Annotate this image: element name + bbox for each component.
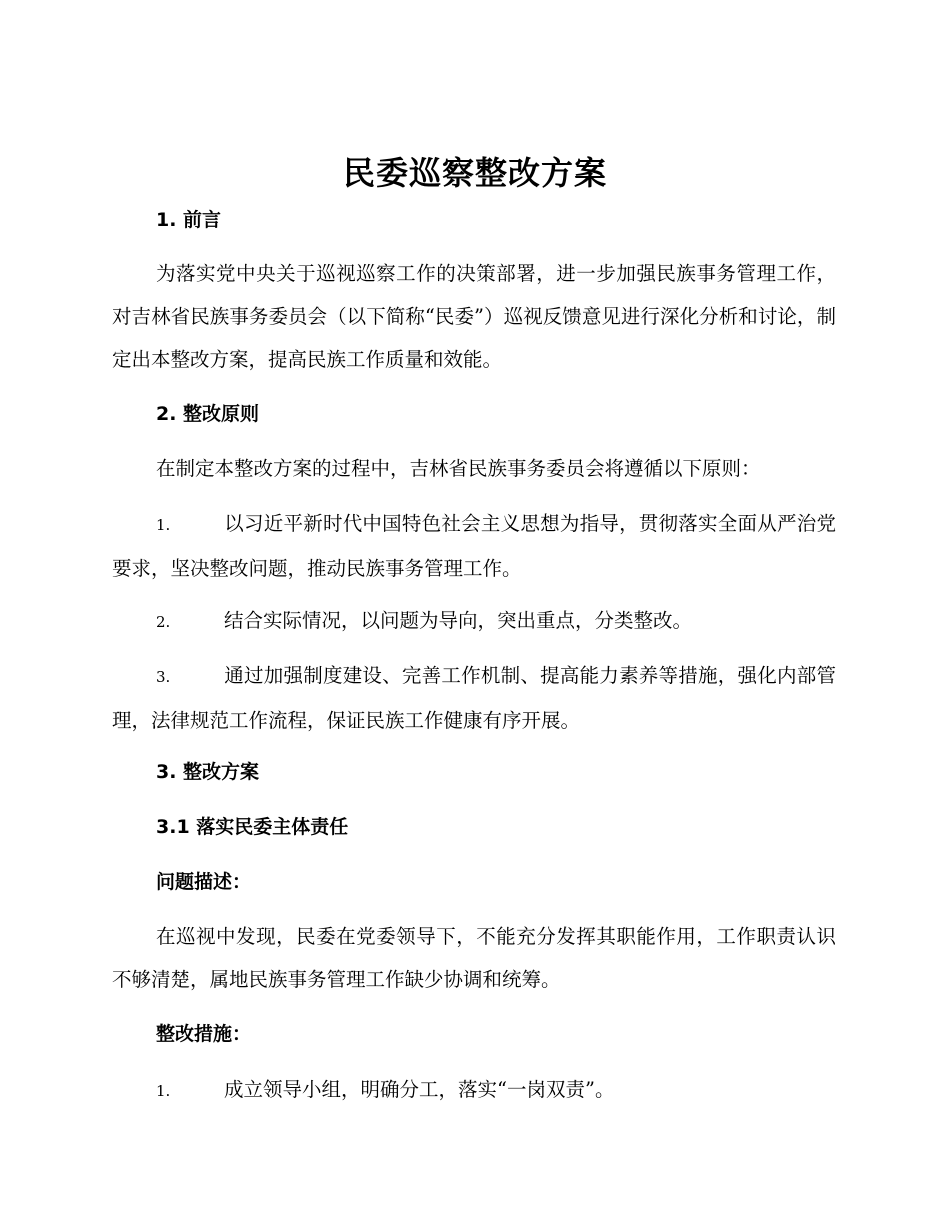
list-item-text: 以习近平新时代中国特色社会主义思想为指导，贯彻落实全面从严治党要求，坚决整改问题，推动民族事务管理工作。 [112,512,836,580]
list-number: 2. [156,613,171,631]
list-number: 1. [156,516,171,534]
measure-item-1 [112,1068,836,1113]
principle-item-3 [112,654,836,742]
list-item-text: 结合实际情况，以问题为导向，突出重点，分类整改。 [224,609,693,632]
principle-item-2 [112,599,836,644]
document-title: 民委巡察整改方案 [342,154,607,192]
section-heading-plan: 3. 整改方案 [156,761,260,783]
list-number: 3. [156,668,171,686]
preface-paragraph: 为落实党中央关于巡视巡察工作的决策部署，进一步加强民族事务管理工作，对吉林省民族事务委员会（以下简称“民委”）巡视反馈意见进行深化分析和讨论，制定出本整改方案，提高民族工作质量和效能。 [112,262,836,371]
section-heading-principles: 2. 整改原则 [156,403,260,425]
problem-heading: 问题描述： [156,871,252,893]
list-item-text: 通过加强制度建设、完善工作机制、提高能力素养等措施，强化内部管理，法律规范工作流程，保证民族工作健康有序开展。 [112,664,836,732]
subsection-heading-responsibility: 3.1 落实民委主体责任 [156,816,349,838]
principle-item-1 [112,502,836,590]
measures-heading: 整改措施： [156,1023,252,1045]
list-number: 1. [156,1082,171,1100]
list-item-text: 成立领导小组，明确分工，落实“一岗双责”。 [224,1078,615,1101]
principles-intro: 在制定本整改方案的过程中，吉林省民族事务委员会将遵循以下原则： [156,457,761,480]
section-heading-preface: 1. 前言 [156,209,222,231]
problem-paragraph: 在巡视中发现，民委在党委领导下，不能充分发挥其职能作用，工作职责认识不够清楚，属地民族事务管理工作缺少协调和统筹。 [112,925,836,991]
